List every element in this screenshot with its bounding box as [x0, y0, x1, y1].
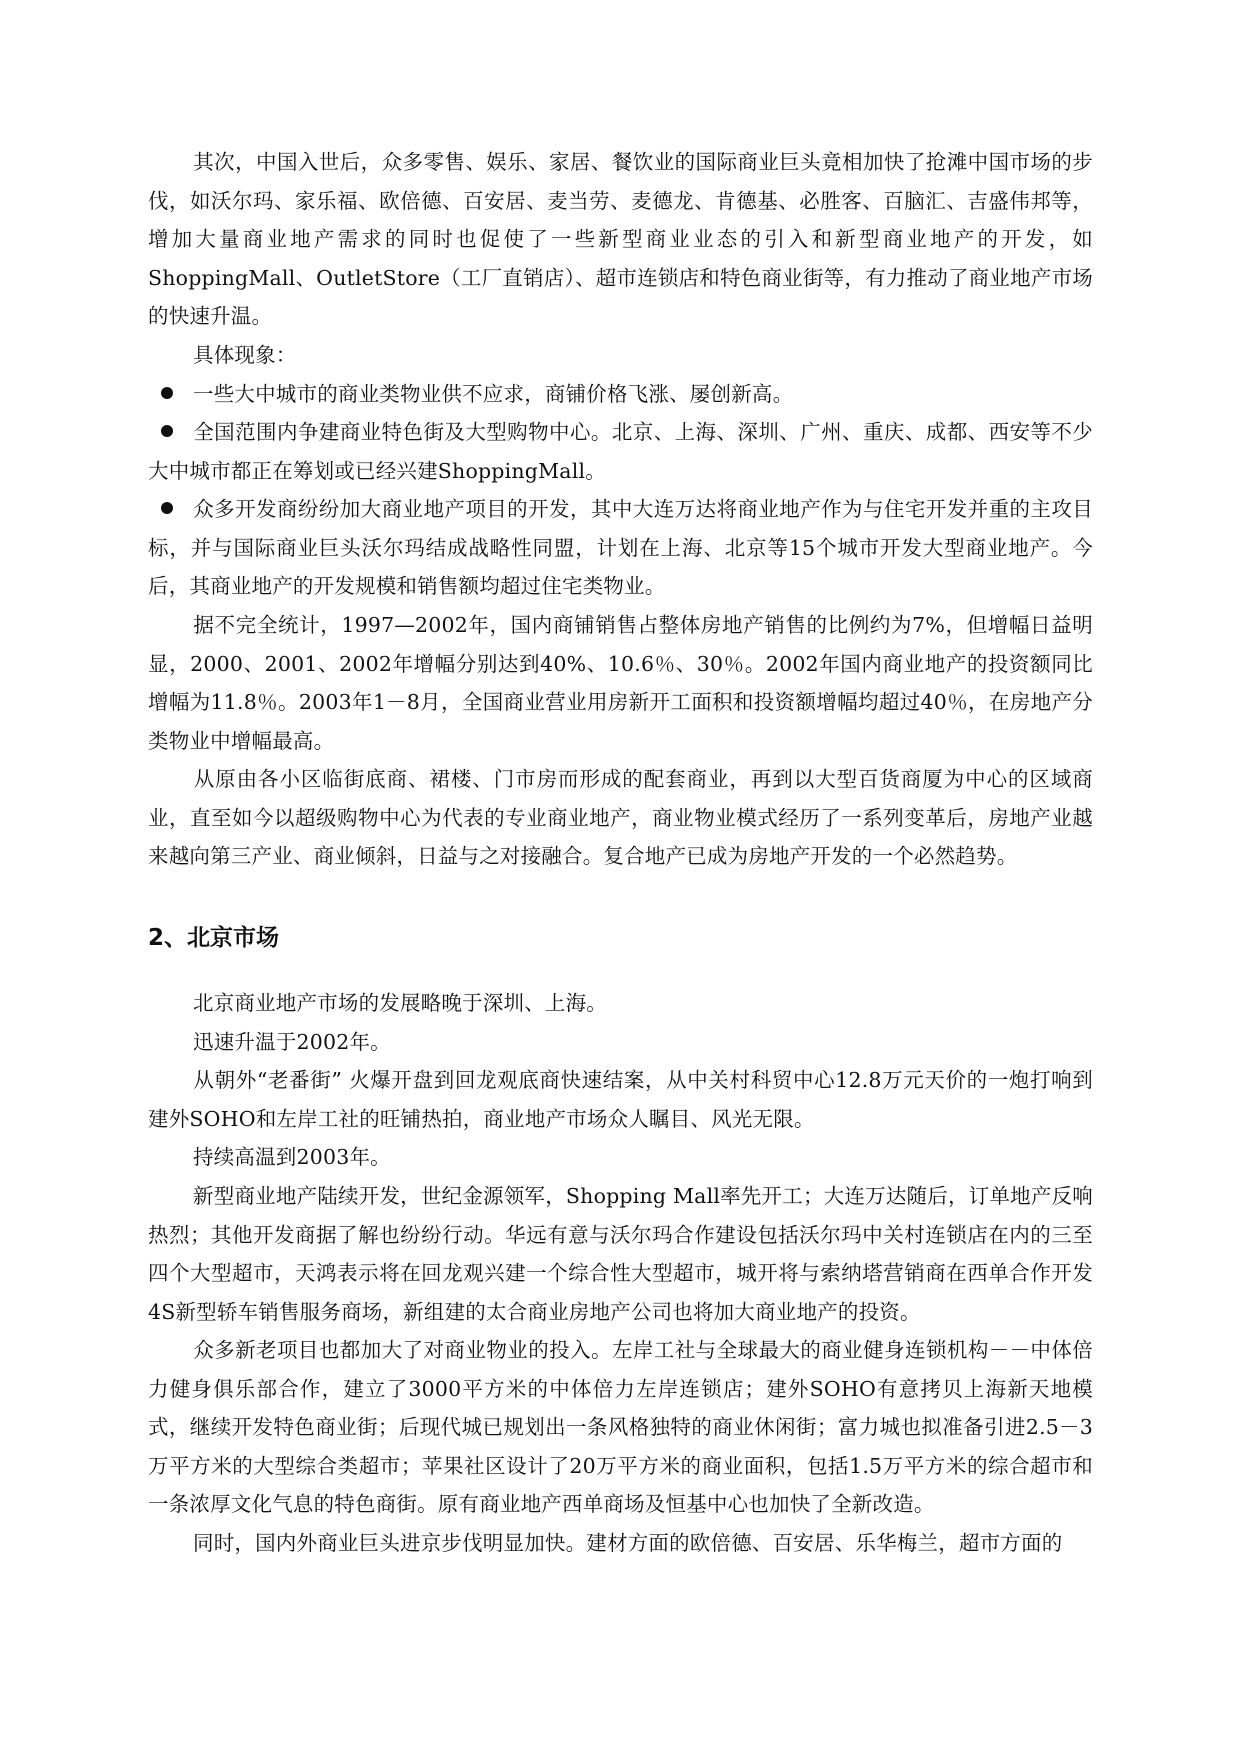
paragraph: 迅速升温于2002年。 — [193, 1030, 391, 1054]
paragraph-statistics: 据不完全统计，1997—2002年，国内商铺销售占整体房地产销售的比例约为7%，但增幅日益明显，2000、2001、2002年增幅分别达到40%、10.6％、30％。2002年国内商业地产的投资额同比增幅为11.8％。2003年1－8月，全国商业营业用房新开工面积和投资额增幅均超过40％，在房地产分类物业中增幅最高。 — [148, 613, 1093, 753]
paragraph: 同时，国内外商业巨头进京步伐明显加快。建材方面的欧倍德、百安居、乐华梅兰，超市方面的 — [193, 1531, 1063, 1555]
paragraph: 北京商业地产市场的发展略晚于深圳、上海。 — [193, 991, 607, 1015]
bullet-icon — [148, 490, 193, 529]
paragraph: 新型商业地产陆续开发，世纪金源领军，Shopping Mall率先开工；大连万达随后，订单地产反响热烈；其他开发商据了解也纷纷行动。华远有意与沃尔玛合作建设包括沃尔玛中关村连锁店在内的三至四个大型超市，天鸿表示将在回龙观兴建一个综合性大型超市，城开将与索纳塔营销商在西单合作开发4S新型轿车销售服务商场，新组建的太合商业房地产公司也将加大商业地产的投资。 — [148, 1184, 1093, 1324]
paragraph-intro: 其次，中国入世后，众多零售、娱乐、家居、餐饮业的国际商业巨头竟相加快了抢滩中国市场的步伐，如沃尔玛、家乐福、欧倍德、百安居、麦当劳、麦德龙、肯德基、必胜客、百脑汇、吉盛伟邦等，增加大量商业地产需求的同时也促使了一些新型商业业态的引入和新型商业地产的开发，如ShoppingMall、OutletStore（工厂直销店）、超市连锁店和特色商业街等，有力推动了商业地产市场的快速升温。 — [148, 150, 1093, 328]
section-heading: 2、北京市场 — [148, 925, 280, 951]
paragraph-trend: 从原由各小区临街底商、裙楼、门市房而形成的配套商业，再到以大型百货商厦为中心的区域商业，直至如今以超级购物中心为代表的专业商业地产，商业物业模式经历了一系列变革后，房地产业越来越向第三产业、商业倾斜，日益与之对接融合。复合地产已成为房地产开发的一个必然趋势。 — [148, 767, 1093, 868]
bullet-icon — [148, 375, 193, 414]
paragraph: 从朝外“老番街” 火爆开盘到回龙观底商快速结案，从中关村科贸中心12.8万元天价的一炮打响到建外SOHO和左岸工社的旺铺热拍，商业地产市场众人瞩目、风光无限。 — [148, 1068, 1093, 1131]
bullet-icon — [148, 413, 193, 452]
paragraph-phenomena-label: 具体现象： — [193, 343, 297, 367]
paragraph: 持续高温到2003年。 — [193, 1145, 391, 1169]
bullet-item: 一些大中城市的商业类物业供不应求，商铺价格飞涨、屡创新高。 — [148, 375, 1093, 414]
bullet-item: 众多开发商纷纷加大商业地产项目的开发，其中大连万达将商业地产作为与住宅开发并重的主攻目标，并与国际商业巨头沃尔玛结成战略性同盟，计划在上海、北京等15个城市开发大型商业地产。今后，其商业地产的开发规模和销售额均超过住宅类物业。 — [148, 490, 1093, 606]
bullet-item: 全国范围内争建商业特色街及大型购物中心。北京、上海、深圳、广州、重庆、成都、西安等不少大中城市都正在筹划或已经兴建ShoppingMall。 — [148, 413, 1093, 490]
paragraph: 众多新老项目也都加大了对商业物业的投入。左岸工社与全球最大的商业健身连锁机构－－中体倍力健身俱乐部合作，建立了3000平方米的中体倍力左岸连锁店；建外SOHO有意拷贝上海新天地模式，继续开发特色商业街；后现代城已规划出一条风格独特的商业休闲街；富力城也拟准备引进2.5－3万平方米的大型综合类超市；苹果社区设计了20万平方米的商业面积，包括1.5万平方米的综合超市和一条浓厚文化气息的特色商街。原有商业地产西单商场及恒基中心也加快了全新改造。 — [148, 1338, 1093, 1516]
